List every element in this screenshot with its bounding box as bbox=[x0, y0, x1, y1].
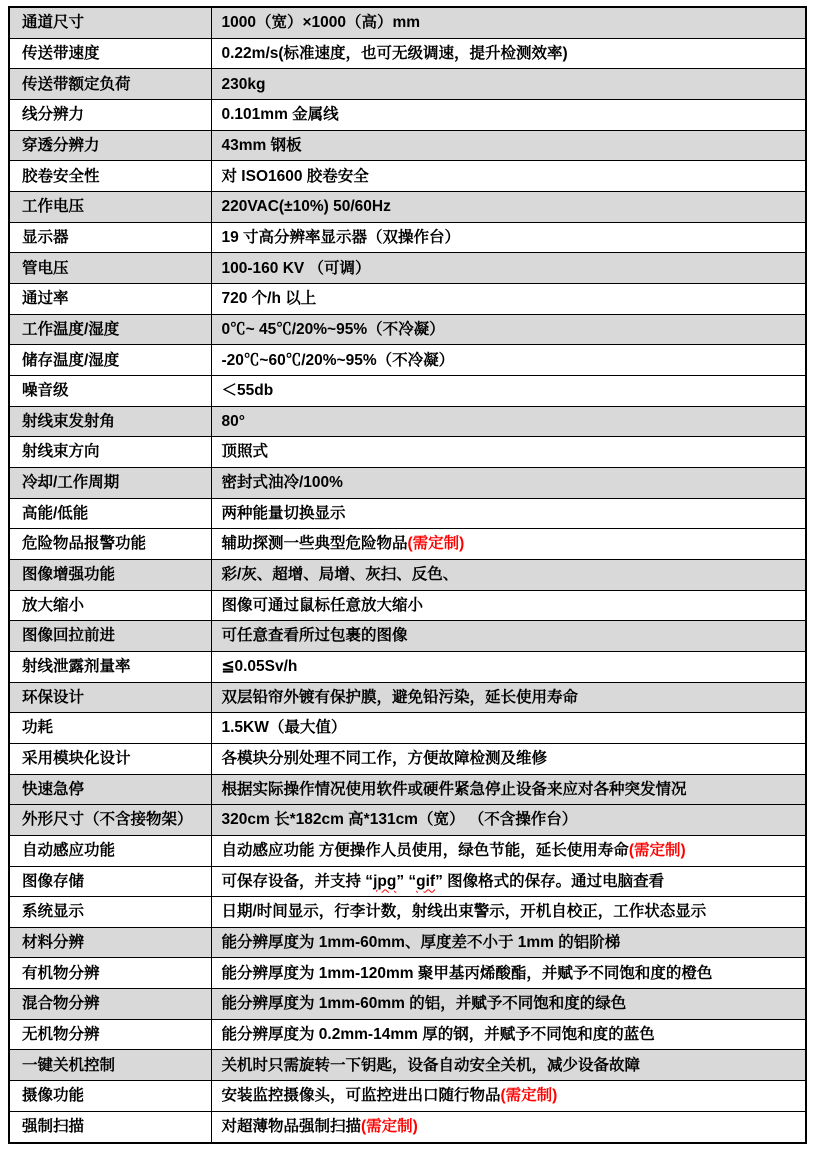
spec-label: 显示器 bbox=[9, 222, 211, 253]
table-row bbox=[9, 621, 806, 652]
value-segment: 100-160 KV （可调） bbox=[221, 259, 371, 277]
spec-label: 传送带速度 bbox=[9, 38, 211, 69]
value-segment: ≦0.05Sv/h bbox=[221, 658, 298, 676]
spec-label: 无机物分辨 bbox=[9, 1019, 211, 1050]
spec-label: 图像存储 bbox=[9, 866, 211, 897]
table-row bbox=[9, 467, 806, 498]
value-segment: (需定制) bbox=[407, 535, 465, 553]
spec-label: 摄像功能 bbox=[9, 1081, 211, 1112]
table-row bbox=[9, 529, 806, 560]
spec-label: 自动感应功能 bbox=[9, 835, 211, 866]
spec-value bbox=[211, 314, 806, 345]
spec-label: 系统显示 bbox=[9, 897, 211, 928]
spec-value bbox=[211, 651, 806, 682]
spec-value bbox=[211, 161, 806, 192]
table-row bbox=[9, 38, 806, 69]
spec-label: 混合物分辨 bbox=[9, 989, 211, 1020]
table-row bbox=[9, 100, 806, 131]
spec-value bbox=[211, 192, 806, 223]
spec-label: 胶卷安全性 bbox=[9, 161, 211, 192]
spec-value bbox=[211, 498, 806, 529]
value-segment: 能分辨厚度为 1mm-60mm、厚度差不小于 1mm 的铝阶梯 bbox=[221, 933, 621, 951]
value-segment: 320cm 长*182cm 高*131cm（宽） （不含操作台） bbox=[221, 811, 578, 829]
table-row bbox=[9, 437, 806, 468]
value-segment: -20℃~60℃/20%~95%（不冷凝） bbox=[221, 351, 455, 369]
value-segment: 各模块分别处理不同工作，方便故障检测及维修 bbox=[221, 750, 548, 768]
spec-label: 射线泄露剂量率 bbox=[9, 651, 211, 682]
table-row bbox=[9, 192, 806, 223]
table-row bbox=[9, 314, 806, 345]
table-row bbox=[9, 743, 806, 774]
table-row bbox=[9, 805, 806, 836]
value-segment: 能分辨厚度为 0.2mm-14mm 厚的钢，并赋予不同饱和度的蓝色 bbox=[221, 1025, 655, 1043]
value-segment: 两种能量切换显示 bbox=[221, 504, 346, 522]
value-segment: 1000（宽）×1000（高）mm bbox=[221, 14, 421, 32]
spec-value bbox=[211, 376, 806, 407]
spec-label: 传送带额定负荷 bbox=[9, 69, 211, 100]
spec-value bbox=[211, 284, 806, 315]
value-segment: ＜55db bbox=[221, 382, 274, 400]
value-segment: 19 寸高分辨率显示器（双操作台） bbox=[221, 228, 461, 246]
table-row bbox=[9, 406, 806, 437]
spec-value bbox=[211, 467, 806, 498]
table-row bbox=[9, 774, 806, 805]
table-row bbox=[9, 682, 806, 713]
value-segment: 0.101mm 金属线 bbox=[221, 106, 339, 124]
value-segment: 能分辨厚度为 1mm-120mm 聚甲基丙烯酸酯，并赋予不同饱和度的橙色 bbox=[221, 964, 713, 982]
table-row bbox=[9, 927, 806, 958]
table-row bbox=[9, 1050, 806, 1081]
value-segment: 日期/时间显示，行李计数，射线出束警示，开机自校正，工作状态显示 bbox=[221, 903, 707, 921]
table-row bbox=[9, 897, 806, 928]
table-row bbox=[9, 222, 806, 253]
spec-value bbox=[211, 1081, 806, 1112]
value-segment: 220VAC(±10%) 50/60Hz bbox=[221, 198, 391, 216]
spec-label: 快速急停 bbox=[9, 774, 211, 805]
spec-label: 线分辨力 bbox=[9, 100, 211, 131]
value-segment: (需定制) bbox=[628, 842, 686, 859]
table-row bbox=[9, 590, 806, 621]
value-segment: (需定制) bbox=[361, 1118, 418, 1136]
spec-value bbox=[211, 835, 806, 866]
table-row bbox=[9, 498, 806, 529]
spec-value bbox=[211, 222, 806, 253]
table-row bbox=[9, 1081, 806, 1112]
spec-label: 射线束发射角 bbox=[9, 406, 211, 437]
spec-label: 通过率 bbox=[9, 284, 211, 315]
spec-label: 噪音级 bbox=[9, 376, 211, 407]
table-row bbox=[9, 253, 806, 284]
spec-label: 高能/低能 bbox=[9, 498, 211, 529]
value-segment: 80° bbox=[221, 412, 245, 430]
spec-label: 图像回拉前进 bbox=[9, 621, 211, 652]
spec-label: 强制扫描 bbox=[9, 1111, 211, 1143]
spec-value bbox=[211, 253, 806, 284]
spec-value bbox=[211, 529, 806, 560]
value-segment: 安装监控摄像头，可监控进出口随行物品 bbox=[221, 1087, 501, 1105]
spec-value bbox=[211, 406, 806, 437]
value-segment: 1.5KW（最大值） bbox=[221, 719, 347, 737]
table-row bbox=[9, 284, 806, 315]
spec-label: 图像增强功能 bbox=[9, 559, 211, 590]
spec-value bbox=[211, 897, 806, 928]
spec-value bbox=[211, 559, 806, 590]
table-row bbox=[9, 835, 806, 866]
spec-label: 储存温度/湿度 bbox=[9, 345, 211, 376]
value-segment: 230kg bbox=[221, 75, 266, 93]
spec-value bbox=[211, 805, 806, 836]
value-segment: (需定制) bbox=[500, 1087, 558, 1105]
spec-label: 工作电压 bbox=[9, 192, 211, 223]
value-segment: 对超薄物品强制扫描 bbox=[221, 1118, 362, 1136]
value-segment: 图像可通过鼠标任意放大缩小 bbox=[221, 596, 424, 614]
spec-label: 材料分辨 bbox=[9, 927, 211, 958]
spec-value bbox=[211, 38, 806, 69]
spec-label: 放大缩小 bbox=[9, 590, 211, 621]
value-segment: jpg bbox=[373, 872, 397, 890]
value-segment: ” 图像格式的保存。通过电脑查看 bbox=[435, 872, 665, 890]
table-row bbox=[9, 958, 806, 989]
value-segment: 彩/灰、超增、局增、灰扫、反色、 bbox=[221, 566, 459, 584]
value-segment: 关机时只需旋转一下钥匙，设备自动安全关机，减少设备故障 bbox=[221, 1056, 641, 1074]
spec-label: 穿透分辨力 bbox=[9, 130, 211, 161]
value-segment: 720 个/h 以上 bbox=[221, 290, 317, 308]
spec-label: 外形尺寸（不含接物架） bbox=[9, 805, 211, 836]
table-row bbox=[9, 161, 806, 192]
spec-value bbox=[211, 130, 806, 161]
spec-value bbox=[211, 345, 806, 376]
spec-label: 一键关机控制 bbox=[9, 1050, 211, 1081]
spec-label: 危险物品报警功能 bbox=[9, 529, 211, 560]
spec-label: 通道尺寸 bbox=[9, 7, 211, 38]
value-segment: ” “ bbox=[396, 872, 417, 890]
spec-value bbox=[211, 989, 806, 1020]
spec-label: 射线束方向 bbox=[9, 437, 211, 468]
table-row bbox=[9, 1019, 806, 1050]
spec-value bbox=[211, 1019, 806, 1050]
spec-value bbox=[211, 682, 806, 713]
spec-label: 工作温度/湿度 bbox=[9, 314, 211, 345]
spec-label: 管电压 bbox=[9, 253, 211, 284]
value-segment: 顶照式 bbox=[221, 443, 269, 461]
table-row bbox=[9, 69, 806, 100]
spec-value bbox=[211, 958, 806, 989]
value-segment: 能分辨厚度为 1mm-60mm 的铝，并赋予不同饱和度的绿色 bbox=[221, 995, 627, 1013]
value-segment: 辅助探测一些典型危险物品 bbox=[221, 535, 408, 553]
table-row bbox=[9, 130, 806, 161]
spec-value bbox=[211, 1050, 806, 1081]
spec-value bbox=[211, 713, 806, 744]
spec-value bbox=[211, 437, 806, 468]
spec-value bbox=[211, 866, 806, 897]
spec-value bbox=[211, 100, 806, 131]
spec-label: 采用模块化设计 bbox=[9, 743, 211, 774]
spec-value bbox=[211, 7, 806, 38]
table-row bbox=[9, 7, 806, 38]
spec-label: 功耗 bbox=[9, 713, 211, 744]
spec-value bbox=[211, 743, 806, 774]
value-segment: 0℃~ 45℃/20%~95%（不冷凝） bbox=[221, 320, 445, 338]
spec-value bbox=[211, 1111, 806, 1143]
table-row bbox=[9, 713, 806, 744]
spec-value bbox=[211, 621, 806, 652]
spec-table bbox=[8, 6, 807, 1144]
value-segment: gif bbox=[416, 872, 436, 890]
table-row bbox=[9, 866, 806, 897]
value-segment: 根据实际操作情况使用软件或硬件紧急停止设备来应对各种突发情况 bbox=[221, 780, 687, 798]
value-segment: 可任意查看所过包裹的图像 bbox=[221, 627, 408, 645]
table-row bbox=[9, 559, 806, 590]
table-row bbox=[9, 345, 806, 376]
spec-value bbox=[211, 774, 806, 805]
spec-label: 冷却/工作周期 bbox=[9, 467, 211, 498]
table-row bbox=[9, 651, 806, 682]
value-segment: 43mm 钢板 bbox=[221, 136, 302, 154]
value-segment: 对 ISO1600 胶卷安全 bbox=[221, 167, 369, 185]
table-row bbox=[9, 1111, 806, 1143]
value-segment: 双层铅帘外镀有保护膜，避免铅污染，延长使用寿命 bbox=[221, 688, 579, 706]
value-segment: 0.22m/s(标准速度，也可无级调速，提升检测效率) bbox=[221, 44, 568, 62]
table-row bbox=[9, 989, 806, 1020]
value-segment: 可保存设备，并支持 “ bbox=[221, 872, 374, 890]
spec-value bbox=[211, 69, 806, 100]
table-row bbox=[9, 376, 806, 407]
value-segment: 自动感应功能 方便操作人员使用，绿色节能，延长使用寿命 bbox=[221, 842, 629, 859]
spec-label: 环保设计 bbox=[9, 682, 211, 713]
spec-value bbox=[211, 590, 806, 621]
spec-value bbox=[211, 927, 806, 958]
spec-label: 有机物分辨 bbox=[9, 958, 211, 989]
value-segment: 密封式油冷/100% bbox=[221, 474, 343, 492]
